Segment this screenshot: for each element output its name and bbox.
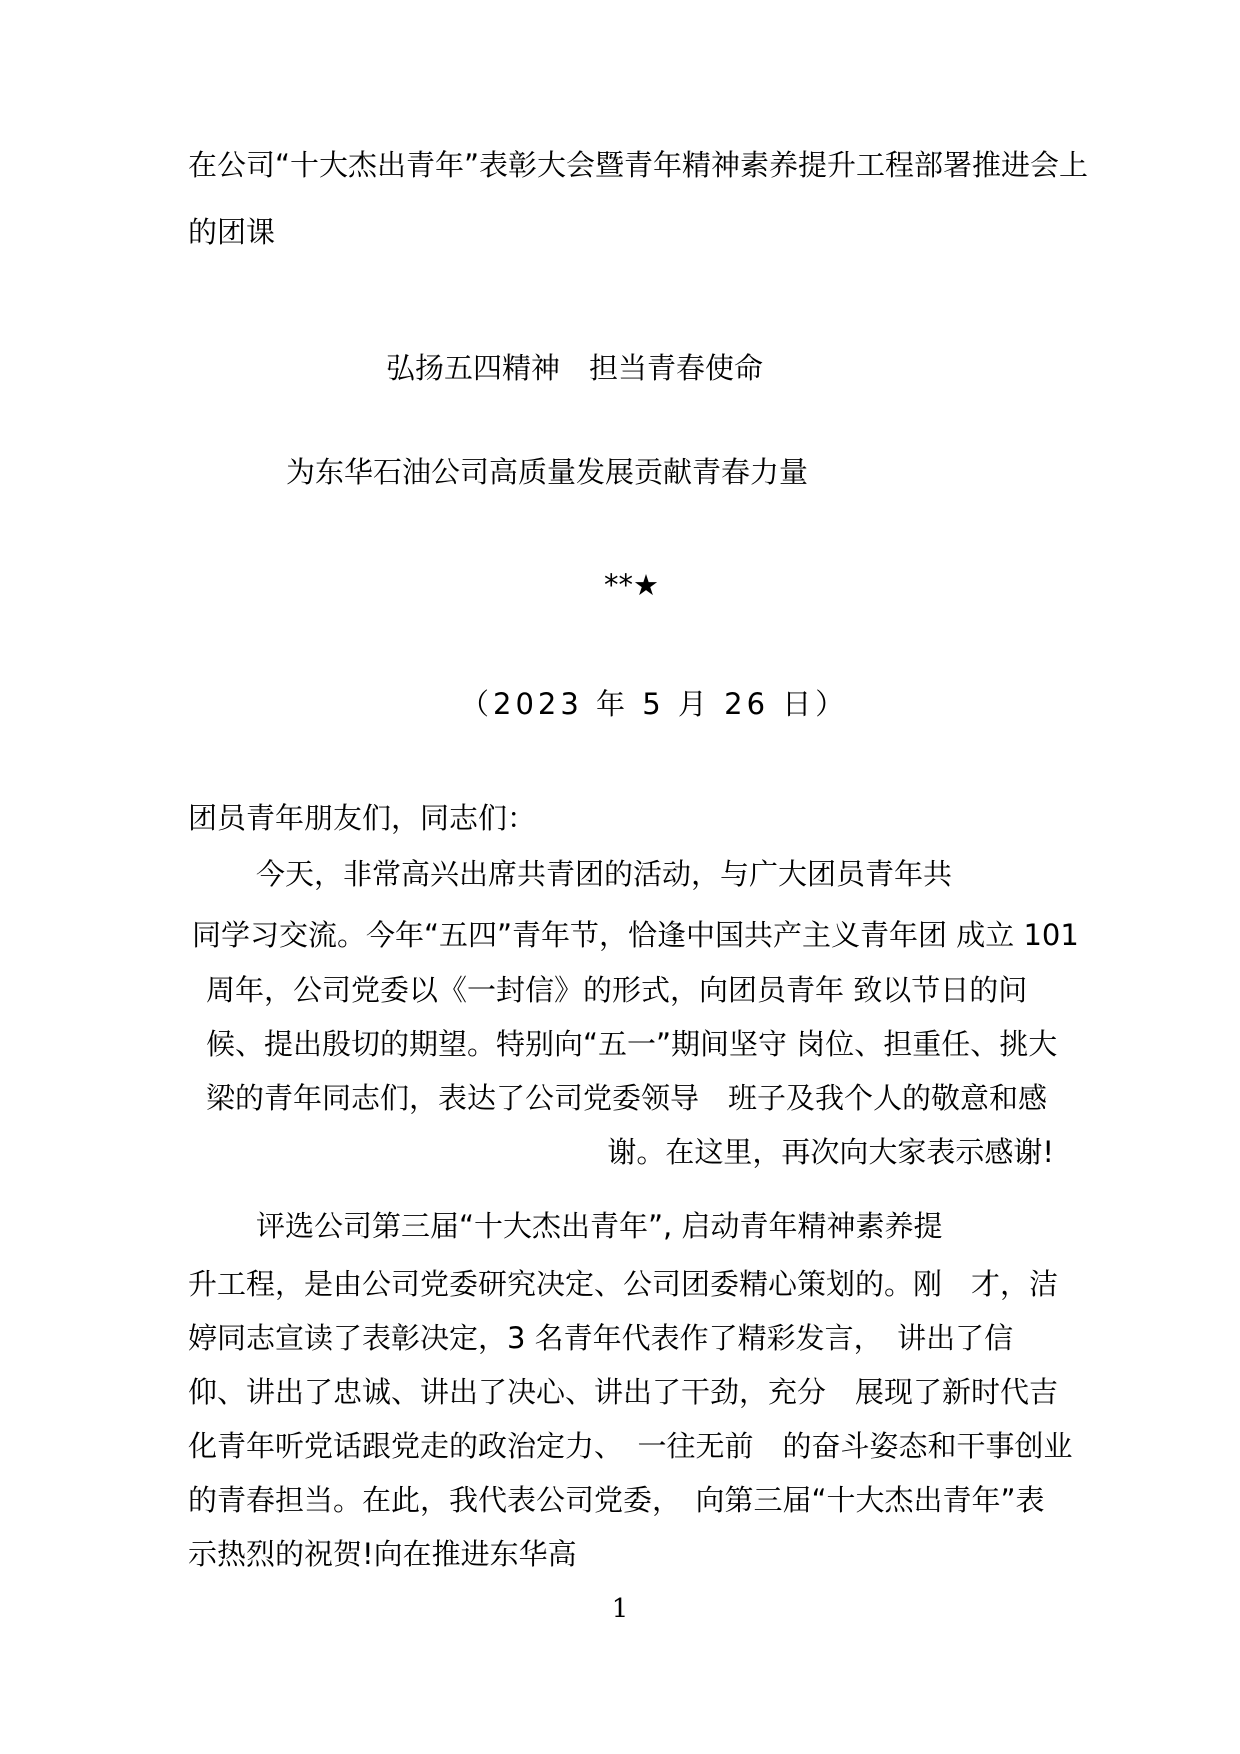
paragraph-2-line: 婷同志宣读了表彰决定，3 名青年代表作了精彩发言， 讲出了信 bbox=[188, 1321, 1014, 1355]
document-heading-line-1: 在公司“十大杰出青年”表彰大会暨青年精神素养提升工程部署推进会上 bbox=[188, 148, 1089, 182]
paragraph-1-line: 今天，非常高兴出席共青团的活动，与广大团员青年共 bbox=[256, 857, 953, 891]
paragraph-2-line: 的青春担当。在此，我代表公司党委， 向第三届“十大杰出青年”表 bbox=[188, 1483, 1045, 1517]
paragraph-2-line: 示热烈的祝贺!向在推进东华高 bbox=[188, 1537, 577, 1571]
paragraph-1-line: 同学习交流。今年“五四”青年节，恰逢中国共产主义青年团 成立 101 bbox=[192, 918, 1079, 952]
paragraph-2-line: 化青年听党话跟党走的政治定力、 一往无前 的奋斗姿态和干事创业 bbox=[188, 1429, 1073, 1463]
speech-date: （2023 年 5 月 26 日） bbox=[460, 687, 849, 721]
paragraph-1-line: 谢。在这里，再次向大家表示感谢! bbox=[607, 1135, 1054, 1169]
author-name: **★ bbox=[604, 568, 659, 602]
paragraph-1-line: 周年，公司党委以《一封信》的形式，向团员青年 致以节日的问 bbox=[206, 973, 1028, 1007]
salutation: 团员青年朋友们，同志们： bbox=[188, 801, 537, 835]
paragraph-1-line: 梁的青年同志们，表达了公司党委领导 班子及我个人的敬意和感 bbox=[206, 1081, 1048, 1115]
paragraph-2-line: 升工程，是由公司党委研究决定、公司团委精心策划的。刚 才，洁 bbox=[188, 1267, 1059, 1301]
document-heading-line-2: 的团课 bbox=[188, 215, 276, 249]
paragraph-2-line: 评选公司第三届“十大杰出青年”, 启动青年精神素养提 bbox=[256, 1209, 943, 1243]
subtitle-theme: 为东华石油公司高质量发展贡献青春力量 bbox=[286, 455, 809, 489]
subtitle-slogan: 弘扬五四精神 担当青春使命 bbox=[386, 351, 764, 385]
paragraph-1-line: 候、提出殷切的期望。特别向“五一”期间坚守 岗位、担重任、挑大 bbox=[206, 1027, 1058, 1061]
page-number: 1 bbox=[611, 1594, 629, 1624]
paragraph-2-line: 仰、讲出了忠诚、讲出了决心、讲出了干劲，充分 展现了新时代吉 bbox=[188, 1375, 1059, 1409]
